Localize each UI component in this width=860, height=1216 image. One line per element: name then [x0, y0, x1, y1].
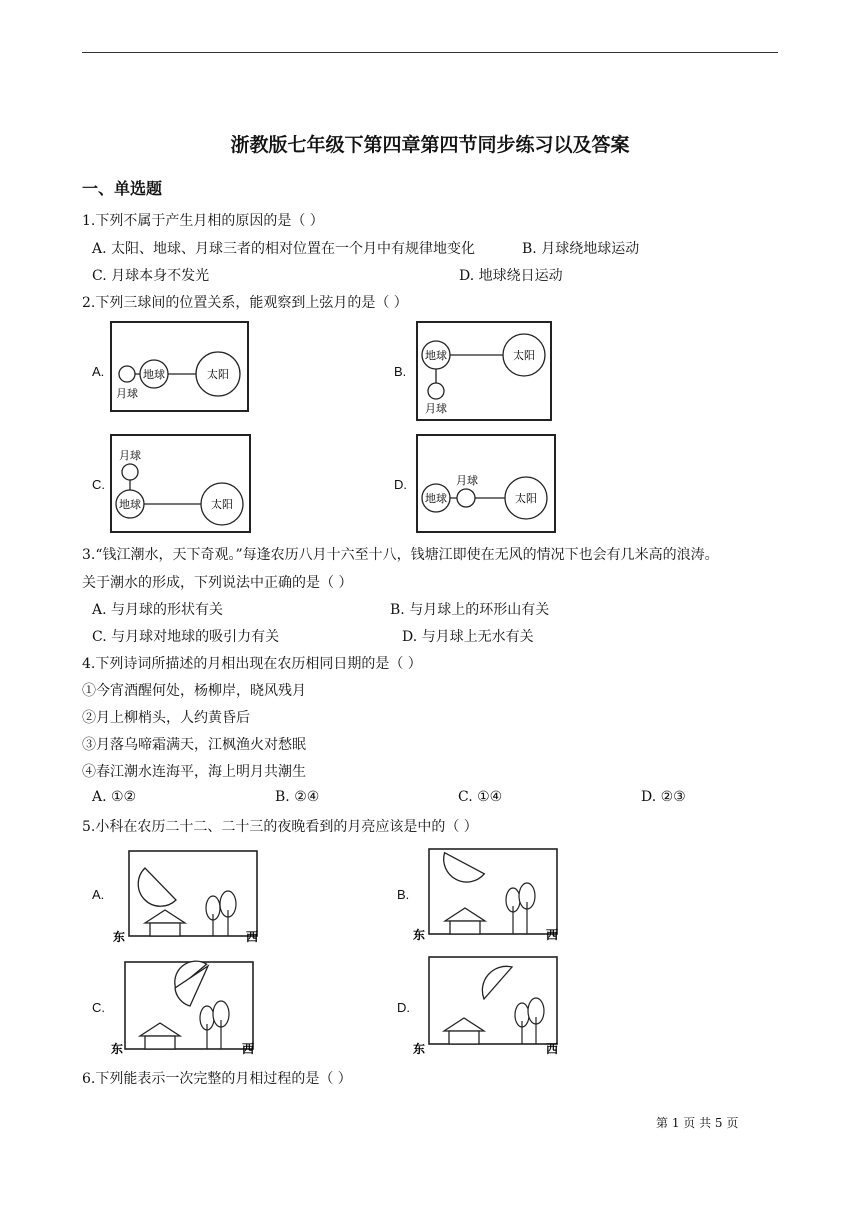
q5-figure-d — [412, 955, 562, 1055]
q3-option-d[interactable]: D. 与月球上无水有关 — [402, 629, 534, 645]
q4-option-a[interactable]: A. ①② — [92, 789, 137, 805]
q5-stem: 5.小科在农历二十二、二十三的夜晚看到的月亮应该是中的（ ） — [82, 819, 478, 835]
header-rule — [82, 52, 778, 53]
q2-figure-d — [416, 434, 558, 534]
q3-option-c[interactable]: C. 与月球对地球的吸引力有关 — [92, 629, 280, 645]
q5-figure-b — [412, 846, 562, 942]
q2c-earth-label: 地球 — [119, 498, 141, 511]
section-heading: 一、单选题 — [82, 179, 163, 198]
q4-stem: 4.下列诗词所描述的月相出现在农历相同日期的是（ ） — [82, 656, 422, 672]
q4-line-2: ②月上柳梢头，人约黄昏后 — [82, 710, 250, 726]
q2d-moon-label: 月球 — [456, 474, 478, 487]
q2a-moon-label: 月球 — [116, 387, 138, 400]
q5d-west-label: 西 — [546, 1042, 559, 1055]
q5d-east-label: 东 — [413, 1042, 426, 1055]
q2-figure-b — [416, 321, 556, 423]
q2a-earth-label: 地球 — [143, 368, 165, 381]
q2c-moon-label: 月球 — [119, 449, 141, 462]
q2b-sun-label: 太阳 — [513, 349, 535, 362]
q2d-earth-label: 地球 — [425, 492, 447, 505]
q2-figure-a — [110, 321, 250, 413]
q5-figure-a — [112, 848, 262, 944]
q4-option-c[interactable]: C. ①④ — [458, 789, 503, 805]
q5c-east-label: 东 — [111, 1042, 124, 1056]
q1-option-b[interactable]: B. 月球绕地球运动 — [522, 241, 640, 257]
q4-line-4: ④春江潮水连海平，海上明月共潮生 — [82, 764, 306, 780]
q5-option-b-label[interactable]: B. — [397, 887, 410, 902]
q3-option-b[interactable]: B. 与月球上的环形山有关 — [390, 602, 550, 618]
q1-stem: 1.下列不属于产生月相的原因的是（ ） — [82, 213, 324, 229]
q2-figure-c — [110, 434, 252, 534]
q4-line-3: ③月落乌啼霜满天，江枫渔火对愁眠 — [82, 737, 306, 753]
q4-line-1: ①今宵酒醒何处，杨柳岸，晓风残月 — [82, 683, 306, 699]
q5b-west-label: 西 — [546, 928, 559, 942]
q2b-earth-label: 地球 — [425, 349, 447, 362]
q1-option-d[interactable]: D. 地球绕日运动 — [459, 268, 563, 284]
q3-option-a[interactable]: A. 与月球的形状有关 — [92, 602, 224, 618]
q2c-sun-label: 太阳 — [211, 498, 233, 511]
q2b-moon-label: 月球 — [425, 402, 447, 415]
q5a-west-label: 西 — [246, 930, 259, 944]
q5a-east-label: 东 — [113, 930, 126, 944]
q5-option-a-label[interactable]: A. — [92, 887, 105, 902]
q4-option-b[interactable]: B. ②④ — [275, 789, 320, 805]
q5-option-c-label[interactable]: C. — [92, 1000, 105, 1015]
page-footer: 第 1 页 共 5 页 — [656, 1116, 739, 1130]
q2d-sun-label: 太阳 — [515, 492, 537, 505]
page-title: 浙教版七年级下第四章第四节同步练习以及答案 — [230, 134, 630, 156]
q2-stem: 2.下列三球间的位置关系，能观察到上弦月的是（ ） — [82, 295, 408, 311]
q2-option-a-label[interactable]: A. — [92, 364, 105, 379]
q3-stem-line2: 关于潮水的形成，下列说法中正确的是（ ） — [82, 575, 353, 591]
q5-figure-c — [110, 960, 260, 1056]
q5-option-d-label[interactable]: D. — [397, 1000, 410, 1015]
q6-stem: 6.下列能表示一次完整的月相过程的是（ ） — [82, 1071, 352, 1087]
q2-option-d-label[interactable]: D. — [394, 477, 407, 492]
q5c-west-label: 西 — [242, 1042, 255, 1056]
q3-stem-line1: 3.“钱江潮水，天下奇观。”每逢农历八月十六至十八，钱塘江即使在无风的情况下也会有几米高的浪涛。 — [82, 547, 719, 563]
q1-option-a[interactable]: A. 太阳、地球、月球三者的相对位置在一个月中有规律地变化 — [92, 241, 476, 257]
q5b-east-label: 东 — [413, 928, 426, 942]
q1-option-c[interactable]: C. 月球本身不发光 — [92, 268, 210, 284]
q2-option-c-label[interactable]: C. — [92, 477, 105, 492]
q4-option-d[interactable]: D. ②③ — [641, 789, 686, 805]
q2-option-b-label[interactable]: B. — [394, 364, 407, 379]
q2a-sun-label: 太阳 — [207, 368, 229, 381]
